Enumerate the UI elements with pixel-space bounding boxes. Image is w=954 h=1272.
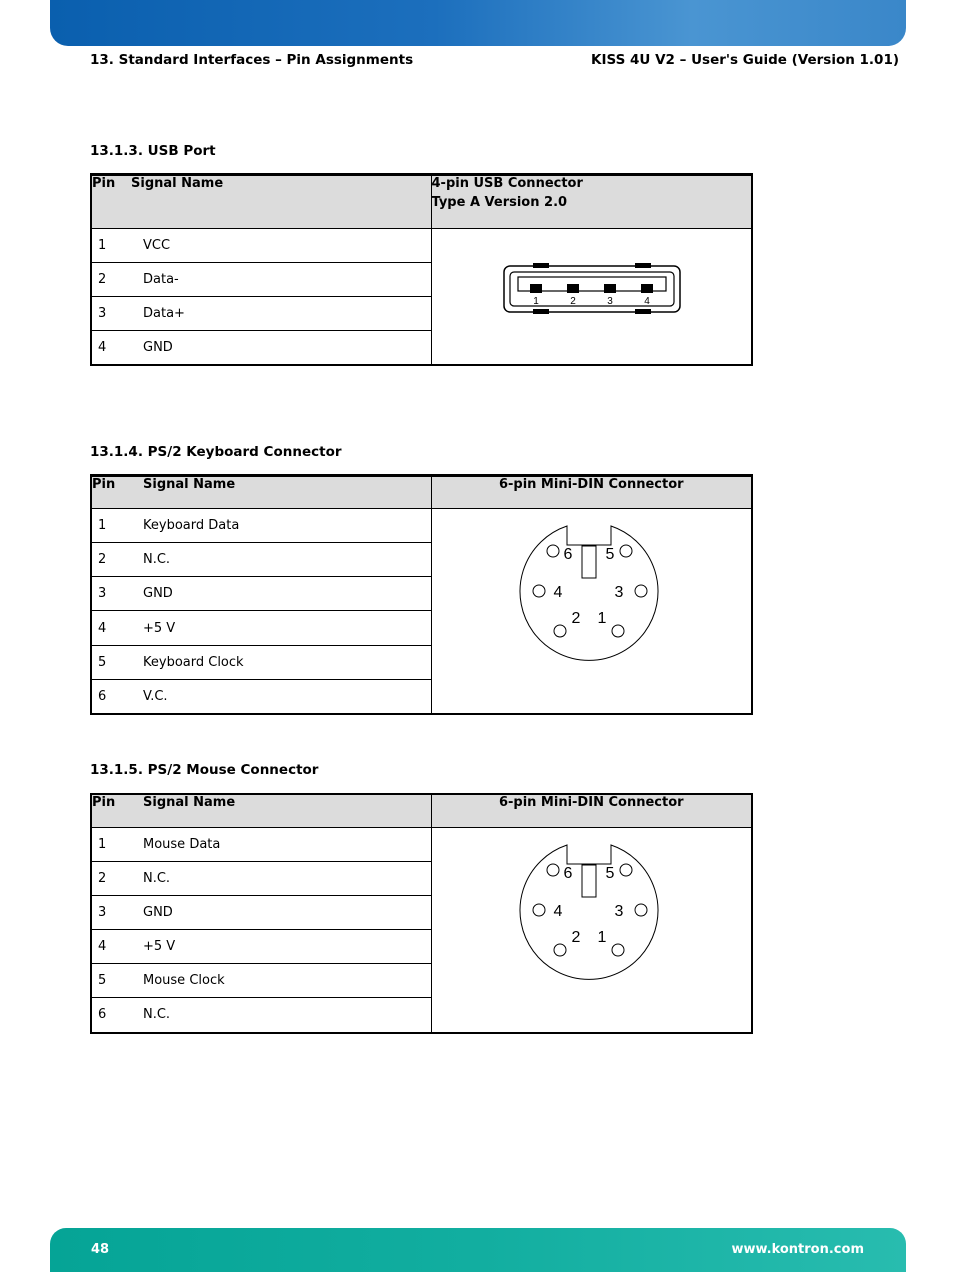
pin-number: 2 bbox=[91, 861, 131, 895]
table-row bbox=[91, 509, 752, 543]
pin-number: 4 bbox=[91, 331, 131, 366]
din-pin-label: 5 bbox=[605, 864, 614, 882]
pin-number: 4 bbox=[91, 929, 131, 963]
col-header-pin: Pin bbox=[91, 476, 131, 509]
signal-name: Data- bbox=[131, 263, 431, 297]
table-row bbox=[91, 229, 752, 263]
page-number: 48 bbox=[91, 1242, 110, 1257]
col-header-signal: Signal Name bbox=[131, 476, 431, 509]
pin-number: 5 bbox=[91, 964, 131, 998]
signal-name: N.C. bbox=[131, 861, 431, 895]
pin-number: 3 bbox=[91, 895, 131, 929]
signal-name: +5 V bbox=[131, 611, 431, 645]
pin-number: 2 bbox=[91, 263, 131, 297]
usb-pin-label: 1 bbox=[532, 296, 539, 307]
din-pin-label: 2 bbox=[571, 610, 580, 627]
col-header-signal: Signal Name bbox=[131, 175, 431, 229]
pin-number: 3 bbox=[91, 297, 131, 331]
footer-banner bbox=[50, 1228, 906, 1272]
signal-name: GND bbox=[131, 331, 431, 366]
signal-name: Keyboard Clock bbox=[131, 645, 431, 679]
signal-name: +5 V bbox=[131, 929, 431, 963]
col-header-connector: 6-pin Mini-DIN Connector bbox=[431, 794, 752, 827]
document-title: KISS 4U V2 – User's Guide (Version 1.01) bbox=[591, 52, 900, 68]
keyboard-section-title: 13.1.4. PS/2 Keyboard Connector bbox=[90, 444, 342, 460]
pin-number: 5 bbox=[91, 645, 131, 679]
din-pin-label: 4 bbox=[553, 584, 562, 601]
usb-pin-table bbox=[90, 173, 753, 366]
signal-name: GND bbox=[131, 577, 431, 611]
din-pin-label: 2 bbox=[571, 928, 580, 946]
signal-name: V.C. bbox=[131, 679, 431, 714]
usb-pin-label: 2 bbox=[569, 296, 576, 307]
col-header-connector: 6-pin Mini-DIN Connector bbox=[431, 476, 752, 509]
din-pin-label: 5 bbox=[605, 546, 614, 563]
pin-number: 1 bbox=[91, 509, 131, 543]
usb-connector-diagram bbox=[431, 229, 752, 366]
top-banner bbox=[50, 0, 906, 46]
minidin-connector-diagram bbox=[431, 827, 752, 1033]
col-header-pin: Pin bbox=[91, 175, 131, 229]
table-row bbox=[91, 827, 752, 861]
mouse-pin-table bbox=[90, 793, 753, 1034]
pin-number: 4 bbox=[91, 611, 131, 645]
col-header-pin: Pin bbox=[91, 794, 131, 827]
signal-name: N.C. bbox=[131, 543, 431, 577]
pin-number: 6 bbox=[91, 998, 131, 1033]
din-pin-label: 3 bbox=[614, 902, 623, 920]
pin-number: 2 bbox=[91, 543, 131, 577]
usb-pin-label: 4 bbox=[643, 296, 650, 307]
pin-number: 1 bbox=[91, 229, 131, 263]
usb-pin-label: 3 bbox=[606, 296, 613, 307]
signal-name: Data+ bbox=[131, 297, 431, 331]
usb-section-title: 13.1.3. USB Port bbox=[90, 143, 216, 159]
signal-name: GND bbox=[131, 895, 431, 929]
minidin-connector-diagram bbox=[431, 509, 752, 715]
col-header-connector bbox=[431, 175, 752, 229]
signal-name: Mouse Clock bbox=[131, 964, 431, 998]
pin-number: 6 bbox=[91, 679, 131, 714]
website-link[interactable]: www.kontron.com bbox=[731, 1242, 864, 1257]
keyboard-pin-table bbox=[90, 474, 753, 715]
col-header-signal: Signal Name bbox=[131, 794, 431, 827]
din-pin-label: 3 bbox=[614, 584, 623, 601]
din-pin-label: 4 bbox=[553, 902, 562, 920]
signal-name: Keyboard Data bbox=[131, 509, 431, 543]
pin-number: 3 bbox=[91, 577, 131, 611]
usb-connector-drawing bbox=[432, 229, 752, 359]
din-pin-label: 1 bbox=[597, 610, 606, 627]
din-pin-label: 1 bbox=[597, 928, 606, 946]
connector-title: 4-pin USB Connector bbox=[431, 176, 583, 191]
chapter-title: 13. Standard Interfaces – Pin Assignments bbox=[90, 52, 414, 68]
mouse-section-title: 13.1.5. PS/2 Mouse Connector bbox=[90, 762, 319, 778]
signal-name: Mouse Data bbox=[131, 827, 431, 861]
signal-name: VCC bbox=[131, 229, 431, 263]
din-pin-label: 6 bbox=[563, 864, 572, 882]
pin-number: 1 bbox=[91, 827, 131, 861]
minidin-connector-drawing bbox=[432, 828, 752, 1028]
minidin-connector-drawing bbox=[432, 509, 752, 709]
connector-subtitle: Type A Version 2.0 bbox=[431, 195, 568, 210]
din-pin-label: 6 bbox=[563, 546, 572, 563]
signal-name: N.C. bbox=[131, 998, 431, 1033]
